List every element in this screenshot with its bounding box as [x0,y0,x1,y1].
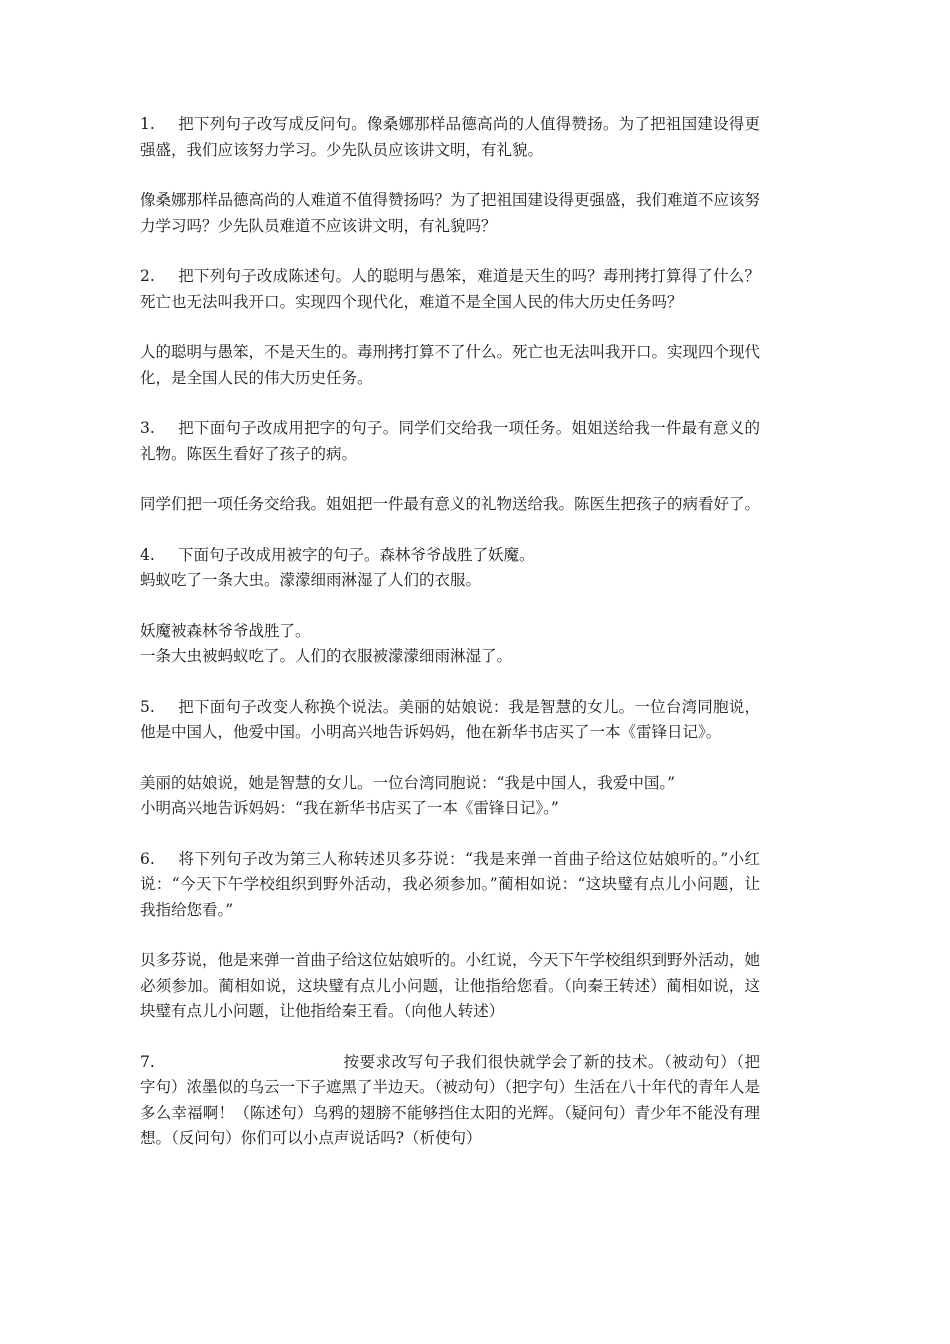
answer-1: 像桑娜那样品德高尚的人难道不值得赞扬吗？为了把祖国建设得更强盛，我们难道不应该努力学习吗？少先队员难道不应该讲文明，有礼貌吗？ [140,191,761,235]
question-text: 把下面句子改变人称换个说法。美丽的姑娘说：我是智慧的女儿。一位台湾同胞说，他是中国人，他爱中国。小明高兴地告诉妈妈，他在新华书店买了一本《雷锋日记》。 [140,697,760,741]
question-number: 7. [140,1052,155,1071]
question-2 [140,264,760,315]
question-number: 1. [140,115,155,133]
question-text-line1: 下面句子改成用被字的句子。森林爷爷战胜了妖魔。 [178,545,535,564]
question-4 [140,543,760,594]
question-number: 2. [140,267,155,285]
question-number: 5. [140,697,155,716]
question-text-line2: 蚂蚁吃了一条大虫。濛濛细雨淋湿了人们的衣服。 [140,571,482,589]
answer-5 [140,771,760,822]
question-3 [140,416,760,467]
question-1 [140,112,760,163]
answer-line2: 一条大虫被蚂蚁吃了。人们的衣服被濛濛细雨淋湿了。 [140,647,513,665]
answer-line1: 美丽的姑娘说，她是智慧的女儿。一位台湾同胞说：“我是中国人，我爱中国。” [140,773,676,792]
question-text: 按要求改写句子我们很快就学会了新的技术。（被动句）（把字句）浓墨似的乌云一下子遮黑了半边天。（被动句）（把字句）生活在八十年代的青年人是多么幸福啊！（陈述句）乌鸦的翅膀不能够挡住太阳的光辉。（疑问句）青少年不能没有理想。（反问句）你们可以小点声说话吗?（析使句） [140,1052,761,1147]
question-text: 将下列句子改为第三人称转述贝多芬说：“我是来弹一首曲子给这位姑娘听的。”小红说：“今天下午学校组织到野外活动，我必须参加。”蔺相如说：“这块璧有点儿小问题，让我指给您看。” [140,849,760,919]
answer-line1: 妖魔被森林爷爷战胜了。 [140,621,311,640]
question-text: 把下列句子改成陈述句。人的聪明与愚笨，难道是天生的吗？毒刑拷打算得了什么？死亡也无法叫我开口。实现四个现代化，难道不是全国人民的伟大历史任务吗？ [140,267,760,311]
question-number: 3. [140,419,155,437]
question-5 [140,695,760,746]
question-number: 4. [140,545,155,564]
question-7 [140,1050,760,1152]
question-text: 把下面句子改成用把字的句子。同学们交给我一项任务。姐姐送给我一件最有意义的礼物。陈医生看好了孩子的病。 [140,419,760,463]
question-6 [140,847,760,924]
answer-2: 人的聪明与愚笨，不是天生的。毒刑拷打算不了什么。死亡也无法叫我开口。实现四个现代化，是全国人民的伟大历史任务。 [140,343,761,387]
question-number: 6. [140,849,155,868]
answer-6: 贝多芬说，他是来弹一首曲子给这位姑娘听的。小红说，今天下午学校组织到野外活动，她必须参加。蔺相如说，这块璧有点儿小问题，让他指给您看。（向秦王转述）蔺相如说，这块璧有点儿小问题，让他指给秦王看。（向他人转述） [140,951,761,1020]
answer-3: 同学们把一项任务交给我。姐姐把一件最有意义的礼物送给我。陈医生把孩子的病看好了。 [140,495,761,513]
answer-line2: 小明高兴地告诉妈妈：“我在新华书店买了一本《雷锋日记》。” [140,799,559,817]
document-body [140,112,760,1177]
answer-4 [140,619,760,670]
question-text: 把下列句子改写成反问句。像桑娜那样品德高尚的人值得赞扬。为了把祖国建设得更强盛，我们应该努力学习。少先队员应该讲文明，有礼貌。 [140,115,760,159]
